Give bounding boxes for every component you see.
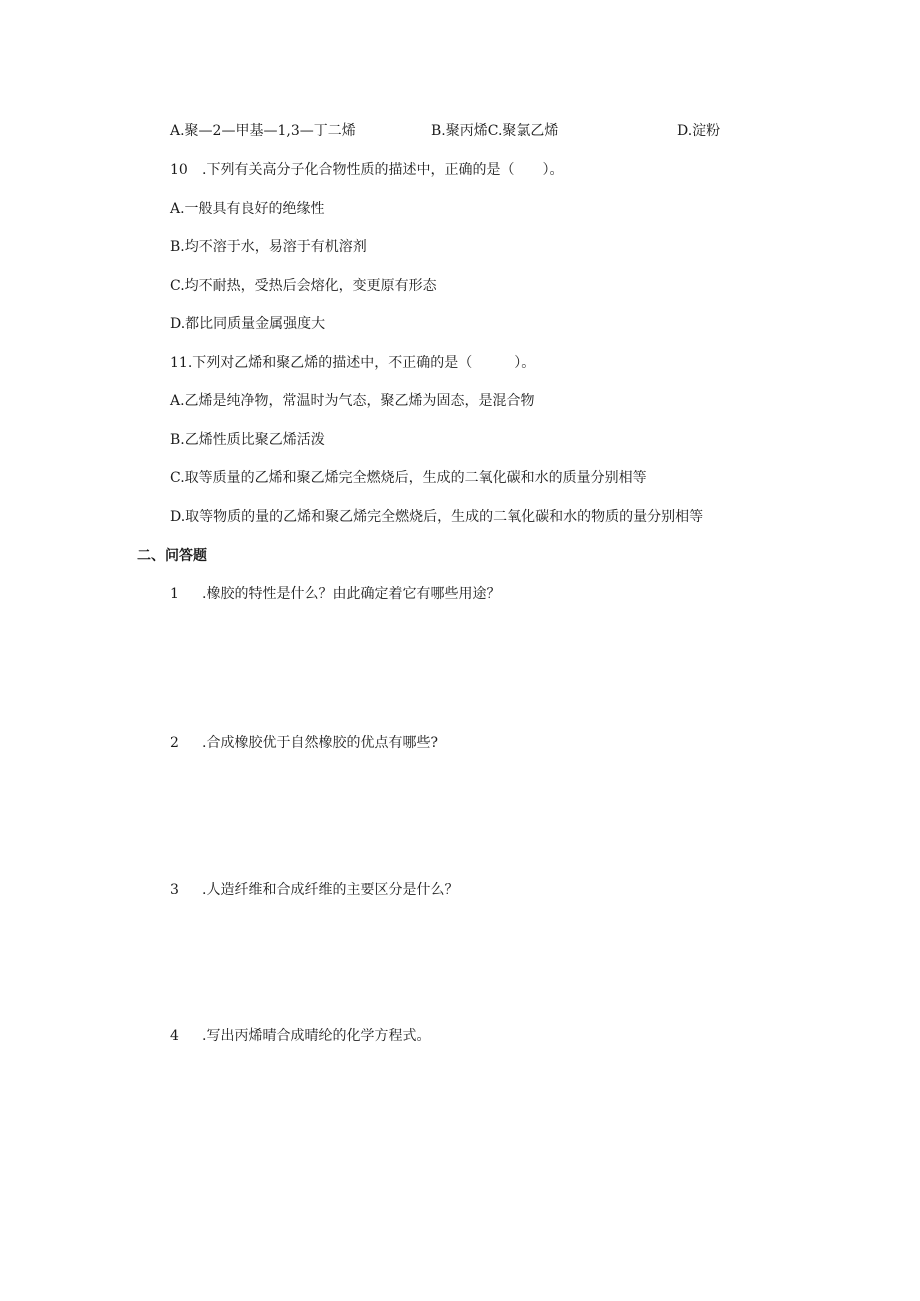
question-3-text: .人造纤维和合成纤维的主要区分是什么？: [202, 882, 459, 898]
q11-option-a: A.乙烯是纯净物，常温时为气态，聚乙烯为固态，是混合物: [170, 393, 535, 409]
question-1-text: .橡胶的特性是什么？由此确定着它有哪些用途？: [202, 586, 501, 602]
q9-option-d: D.淀粉: [677, 123, 721, 139]
question-4-text: .写出丙烯晴合成晴纶的化学方程式。: [202, 1028, 431, 1044]
question-1: [170, 584, 500, 604]
section-heading: 二、问答题: [137, 548, 207, 564]
q11-option-c: C.取等质量的乙烯和聚乙烯完全燃烧后，生成的二氧化碳和水的质量分别相等: [170, 470, 647, 486]
q10-option-a: A.一般具有良好的绝缘性: [170, 201, 325, 217]
q9-option-a: A.聚—2—甲基—1,3—丁二烯: [170, 123, 356, 139]
question-2-number: 2: [170, 735, 179, 751]
q10-number: 10: [170, 162, 188, 178]
question-4-number: 4: [170, 1028, 179, 1044]
question-3: [170, 880, 458, 900]
answer-space-4: [170, 1052, 770, 1252]
q11-stem: 11.下列对乙烯和聚乙烯的描述中，不正确的是（ ）。: [170, 355, 536, 371]
q10-option-d: D.都比同质量金属强度大: [170, 316, 326, 332]
q10-stem: [170, 160, 563, 180]
answer-space-3: [170, 906, 770, 1024]
question-4: [170, 1026, 430, 1046]
q11-option-d: D.取等物质的量的乙烯和聚乙烯完全燃烧后，生成的二氧化碳和水的物质的量分别相等: [170, 509, 704, 525]
answer-space-1: [170, 610, 770, 730]
answer-space-2: [170, 760, 770, 878]
question-2: [170, 733, 438, 753]
q10-option-c: C.均不耐热，受热后会熔化，变更原有形态: [170, 278, 437, 294]
q9-option-b-c: B.聚丙烯C.聚氯乙烯: [431, 123, 559, 139]
q10-stem-text: .下列有关高分子化合物性质的描述中，正确的是（ ）。: [202, 162, 564, 178]
q10-option-b: B.均不溶于水，易溶于有机溶剂: [170, 239, 367, 255]
question-3-number: 3: [170, 882, 179, 898]
q11-option-b: B.乙烯性质比聚乙烯活泼: [170, 432, 325, 448]
question-2-text: .合成橡胶优于自然橡胶的优点有哪些?: [202, 735, 438, 751]
question-1-number: 1: [170, 586, 179, 602]
